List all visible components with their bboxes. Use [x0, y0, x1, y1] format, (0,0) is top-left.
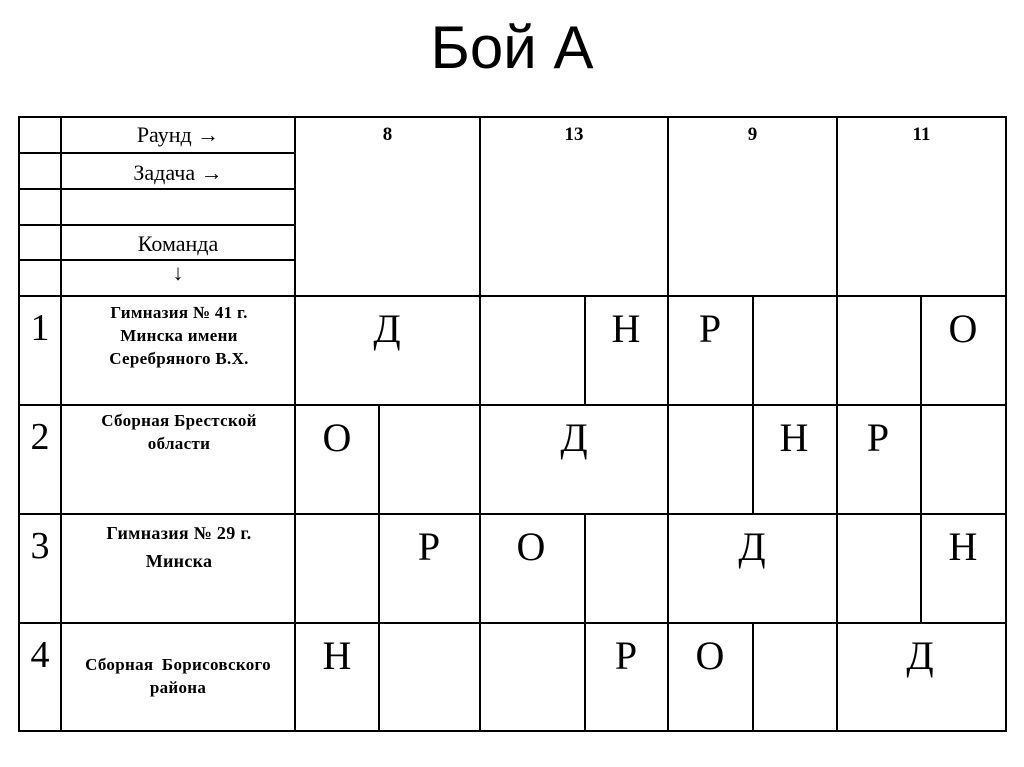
round-number: 13 — [564, 124, 584, 145]
row-divider-4 — [18, 622, 1007, 624]
cell-divider — [378, 404, 380, 515]
role-cell: Р — [614, 633, 638, 678]
cell-divider — [920, 513, 922, 624]
role-cell: Р — [698, 306, 722, 351]
team-number: 1 — [30, 307, 50, 349]
round-divider-3 — [836, 116, 838, 732]
role-cell: Д — [560, 415, 588, 460]
cell-divider — [584, 622, 586, 732]
round-number: 8 — [382, 124, 393, 145]
cell-divider — [752, 295, 754, 406]
team-number: 3 — [30, 525, 50, 567]
role-cell: Р — [417, 524, 441, 569]
role-cell: О — [695, 633, 725, 678]
cell-divider — [378, 513, 380, 624]
role-cell: О — [948, 306, 978, 351]
table-border-bottom — [18, 730, 1007, 732]
cell-divider — [584, 295, 586, 406]
row-divider-3 — [18, 513, 1007, 515]
role-cell: Р — [866, 415, 890, 460]
role-cell: Д — [373, 306, 401, 351]
cell-divider — [378, 622, 380, 732]
row-divider-1 — [18, 295, 1007, 297]
role-cell: О — [516, 524, 546, 569]
team-name: Сборная Брестской области — [101, 411, 257, 453]
role-cell: Н — [322, 633, 352, 678]
cell-divider — [752, 622, 754, 732]
role-cell: Н — [779, 415, 809, 460]
role-cell: Н — [948, 524, 978, 569]
task-label: Задача → — [133, 160, 223, 185]
round-label: Раунд → — [136, 122, 220, 147]
team-column-divider — [294, 116, 296, 732]
cell-divider — [920, 404, 922, 515]
cell-divider — [584, 513, 586, 624]
role-cell: Н — [611, 306, 641, 351]
number-column-divider — [60, 116, 62, 732]
team-label: Команда — [137, 231, 219, 256]
team-name: Гимназия № 29 г. Минска — [106, 523, 252, 571]
role-cell: Д — [906, 633, 934, 678]
team-name: Гимназия № 41 г. Минска имени Серебряного В.Х. — [109, 303, 249, 368]
row-divider-2 — [18, 404, 1007, 406]
round-number: 9 — [747, 124, 758, 145]
table-border-right — [1005, 116, 1007, 732]
round-number: 11 — [912, 124, 931, 145]
cell-divider — [920, 295, 922, 406]
team-number: 2 — [30, 416, 50, 458]
round-divider-1 — [479, 116, 481, 732]
role-cell: О — [322, 415, 352, 460]
table-border-top — [18, 116, 1007, 118]
team-arrow-icon: ↓ — [172, 260, 184, 285]
team-name: Сборная Борисовского района — [85, 655, 271, 697]
cell-divider — [752, 404, 754, 515]
team-number: 4 — [30, 634, 50, 676]
round-divider-2 — [667, 116, 669, 732]
role-cell: Д — [738, 524, 766, 569]
page-title: Бой А — [430, 14, 594, 81]
